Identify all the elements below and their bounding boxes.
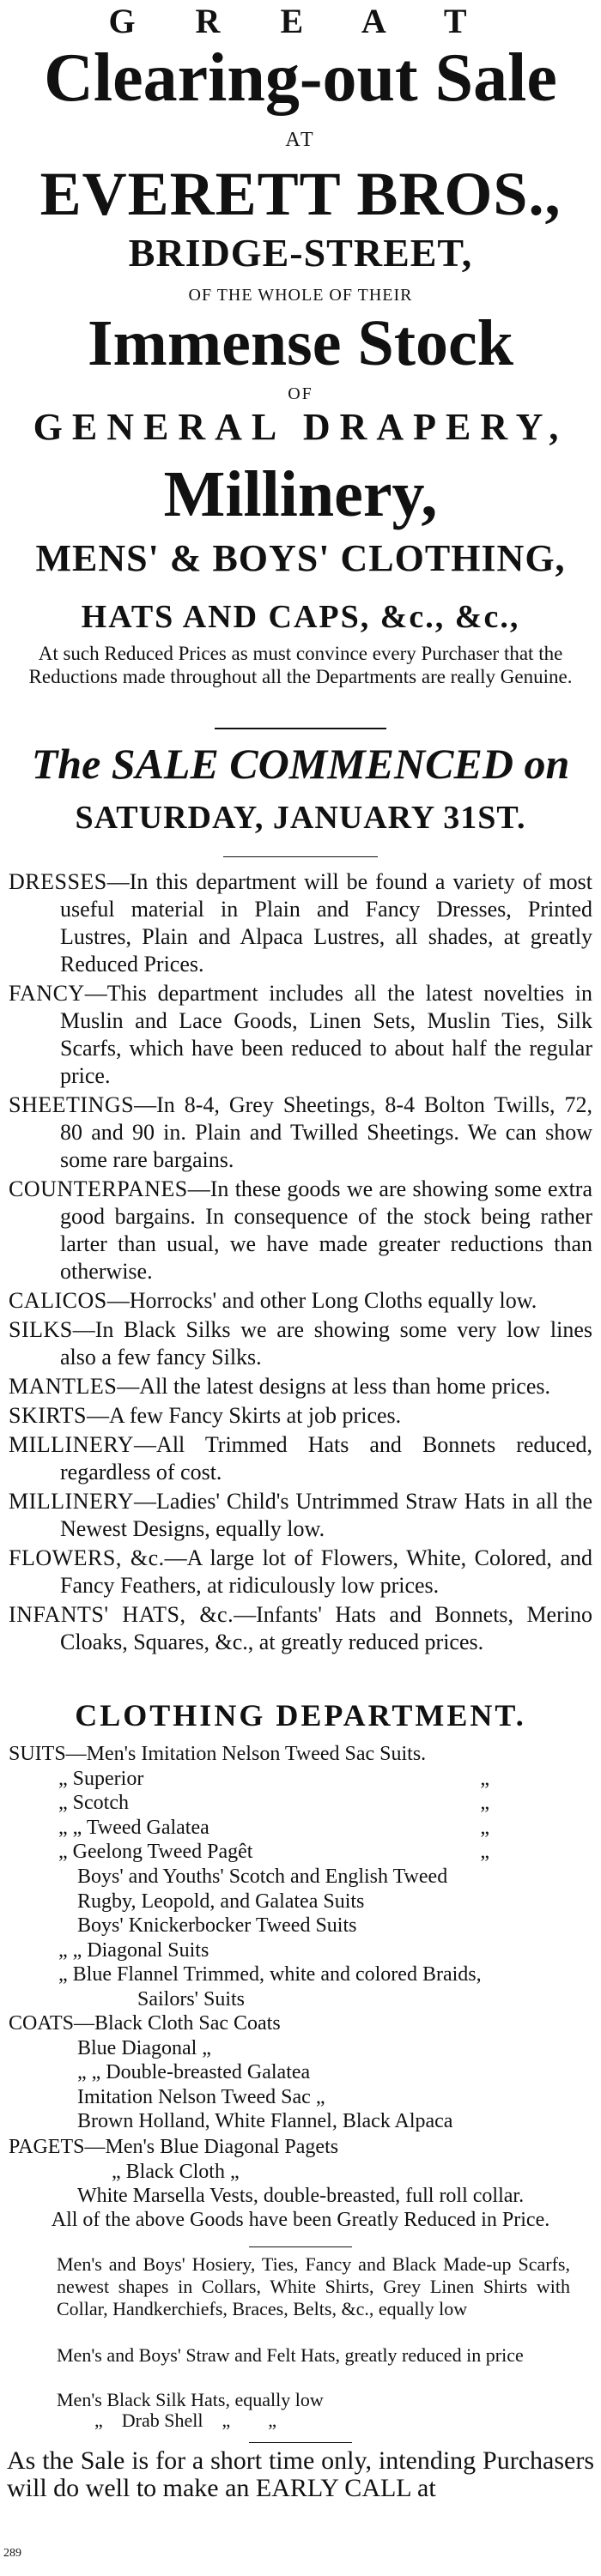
suits-line (9, 1816, 592, 1841)
coats-line-text: Imitation Nelson Tweed Sac „ (77, 2085, 325, 2108)
coats-line-text: Brown Holland, White Flannel, Black Alpaca (77, 2110, 453, 2133)
hosiery-item-3: Men's Black Silk Hats, equally low (57, 2389, 324, 2410)
sale-date: SATURDAY, JANUARY 31ST. (75, 800, 526, 836)
coats-line-text: „ „ Double-breasted Galatea (77, 2061, 311, 2084)
coats-line (9, 2109, 592, 2134)
suits-line (9, 1742, 592, 1767)
suits-block (9, 1742, 592, 2012)
company-street: BRIDGE-STREET, (128, 231, 473, 275)
headline-at: AT (285, 129, 316, 151)
coats-line-text: COATS—Black Cloth Sac Coats (9, 2012, 281, 2035)
ditto-mark: „ (480, 1816, 489, 1839)
coats-line (9, 2011, 592, 2036)
hosiery-item-4: „ Drab Shell „ „ (94, 2410, 276, 2431)
suits-line-text: SUITS—Men's Imitation Nelson Tweed Sac Suits. (9, 1743, 427, 1765)
coats-line (9, 2085, 592, 2110)
headline-clearing-out-sale: Clearing-out Sale (44, 40, 557, 116)
suits-line-text: „ Blue Flannel Trimmed, white and colored Braids, (58, 1963, 482, 1986)
suits-line (9, 1938, 592, 1963)
dept-calicos: CALICOS—Horrocks' and other Long Cloths equally low. (9, 1288, 537, 1313)
suits-line-text: „ Scotch (58, 1792, 129, 1815)
intro-paragraph: At such Reduced Prices as must convince every Purchaser that the Reductions made throughout all the Departments are really Genuine. (28, 643, 573, 687)
headline-of: OF (288, 384, 313, 403)
suits-line (9, 1767, 592, 1792)
coats-block (9, 2011, 592, 2134)
dept-skirts: SKIRTS—A few Fancy Skirts at job prices. (9, 1403, 402, 1428)
company-name: EVERETT BROS., (39, 160, 562, 228)
ditto-mark: „ (480, 1767, 489, 1790)
hosiery-item-1: Men's and Boys' Hosiery, Ties, Fancy and Black Made-up Scarfs, newest shapes in Collars, White Shirts, Grey Linen Shirts with Collar, Handkerchiefs, Braces, Belts, &c., equally low (57, 2253, 570, 2319)
pagets-line-text: PAGETS—Men's Blue Diagonal Pagets (9, 2136, 339, 2158)
divider-rule-4 (249, 2442, 352, 2443)
sale-commenced: The SALE COMMENCED on (31, 740, 570, 788)
dept-silks: SILKS—In Black Silks we are showing some very low lines also a few fancy Silks. (9, 1317, 592, 1370)
suits-line-text: Rugby, Leopold, and Galatea Suits (77, 1890, 365, 1913)
millinery: Millinery, (163, 458, 438, 530)
coats-line (9, 2036, 592, 2061)
ditto-mark: „ (480, 1841, 489, 1864)
clothing-summary: All of the above Goods have been Greatly Reduced in Price. (51, 2209, 550, 2231)
mens-boys-clothing: MENS' & BOYS' CLOTHING, (35, 537, 566, 579)
suits-line-text: „ Superior (58, 1767, 144, 1790)
divider-rule (215, 728, 386, 729)
page-number: 289 (3, 2547, 21, 2560)
clothing-title: CLOTHING DEPARTMENT. (75, 1698, 526, 1732)
divider-rule-3 (249, 2246, 352, 2247)
coats-line (9, 2060, 592, 2085)
pagets-line-text: „ Black Cloth „ (112, 2160, 240, 2183)
suits-line (9, 1962, 592, 1987)
suits-line (9, 1840, 592, 1865)
dept-sheetings: SHEETINGS—In 8-4, Grey Sheetings, 8-4 Bolton Twills, 72, 80 and 90 in. Plain and Twilled Sheetings. We can show some rare bargains. (9, 1092, 592, 1172)
suits-line-text: „ „ Tweed Galatea (58, 1816, 209, 1839)
headline-great: G R E A T (108, 2, 493, 40)
suits-line-text: Boys' and Youths' Scotch and English Tweed (77, 1865, 448, 1888)
ditto-mark: „ (480, 1792, 489, 1815)
suits-line-text: Boys' Knickerbocker Tweed Suits (77, 1914, 357, 1938)
pagets-line (9, 2160, 592, 2185)
pagets-line (9, 2135, 592, 2160)
hosiery-item-2: Men's and Boys' Straw and Felt Hats, greatly reduced in price (57, 2344, 524, 2366)
dept-mantles: MANTLES—All the latest designs at less than home prices. (9, 1374, 551, 1399)
suits-line (9, 1987, 592, 2012)
suits-line-text: „ „ Diagonal Suits (58, 1938, 209, 1962)
suits-line-text: Sailors' Suits (137, 1987, 246, 2011)
dept-flowers: FLOWERS, &c.—A large lot of Flowers, White, Colored, and Fancy Feathers, at ridiculously low prices. (9, 1545, 593, 1598)
suits-line (9, 1791, 592, 1816)
coats-line-text: Blue Diagonal „ (77, 2036, 211, 2059)
dept-counterpanes: COUNTERPANES—In these goods we are showing some extra good bargains. In consequence of the stock being rather larter than usual, we have made greater reductions than otherwise. (9, 1176, 592, 1284)
pagets-block (9, 2135, 592, 2209)
dept-fancy: FANCY—This department includes all the latest novelties in Muslin and Lace Goods, Linen Sets, Muslin Ties, Silk Scarfs, which have been reduced to about half the regular price. (9, 981, 592, 1088)
pagets-line (9, 2184, 592, 2209)
general-drapery: GENERAL DRAPERY, (33, 406, 568, 448)
suits-line (9, 1890, 592, 1914)
dept-millinery-trimmed: MILLINERY—All Trimmed Hats and Bonnets reduced, regardless of cost. (9, 1432, 592, 1485)
dept-infants-hats: INFANTS' HATS, &c.—Infants' Hats and Bonnets, Merino Cloaks, Squares, &c., at greatly reduced prices. (9, 1602, 592, 1654)
closing-paragraph: As the Sale is for a short time only, intending Purchasers will do well to make an EARLY CALL at (7, 2446, 594, 2502)
divider-rule-2 (223, 856, 378, 857)
dept-millinery-untrimmed: MILLINERY—Ladies' Child's Untrimmed Straw Hats in all the Newest Designs, equally low. (9, 1489, 592, 1541)
of-the-whole-line: OF THE WHOLE OF THEIR (188, 286, 413, 305)
suits-line (9, 1865, 592, 1890)
immense-stock: Immense Stock (87, 307, 514, 379)
dept-dresses: DRESSES—In this department will be found a variety of most useful material in Plain and Fancy Dresses, Printed Lustres, Plain and Alpaca Lustres, all shades, at greatly Reduced Prices. (9, 869, 592, 977)
hats-and-caps: HATS AND CAPS, &c., &c., (81, 599, 520, 635)
suits-line-text: „ Geelong Tweed Pagêt (58, 1841, 253, 1864)
suits-line (9, 1914, 592, 1938)
pagets-line-text: White Marsella Vests, double-breasted, full roll collar. (77, 2185, 525, 2208)
